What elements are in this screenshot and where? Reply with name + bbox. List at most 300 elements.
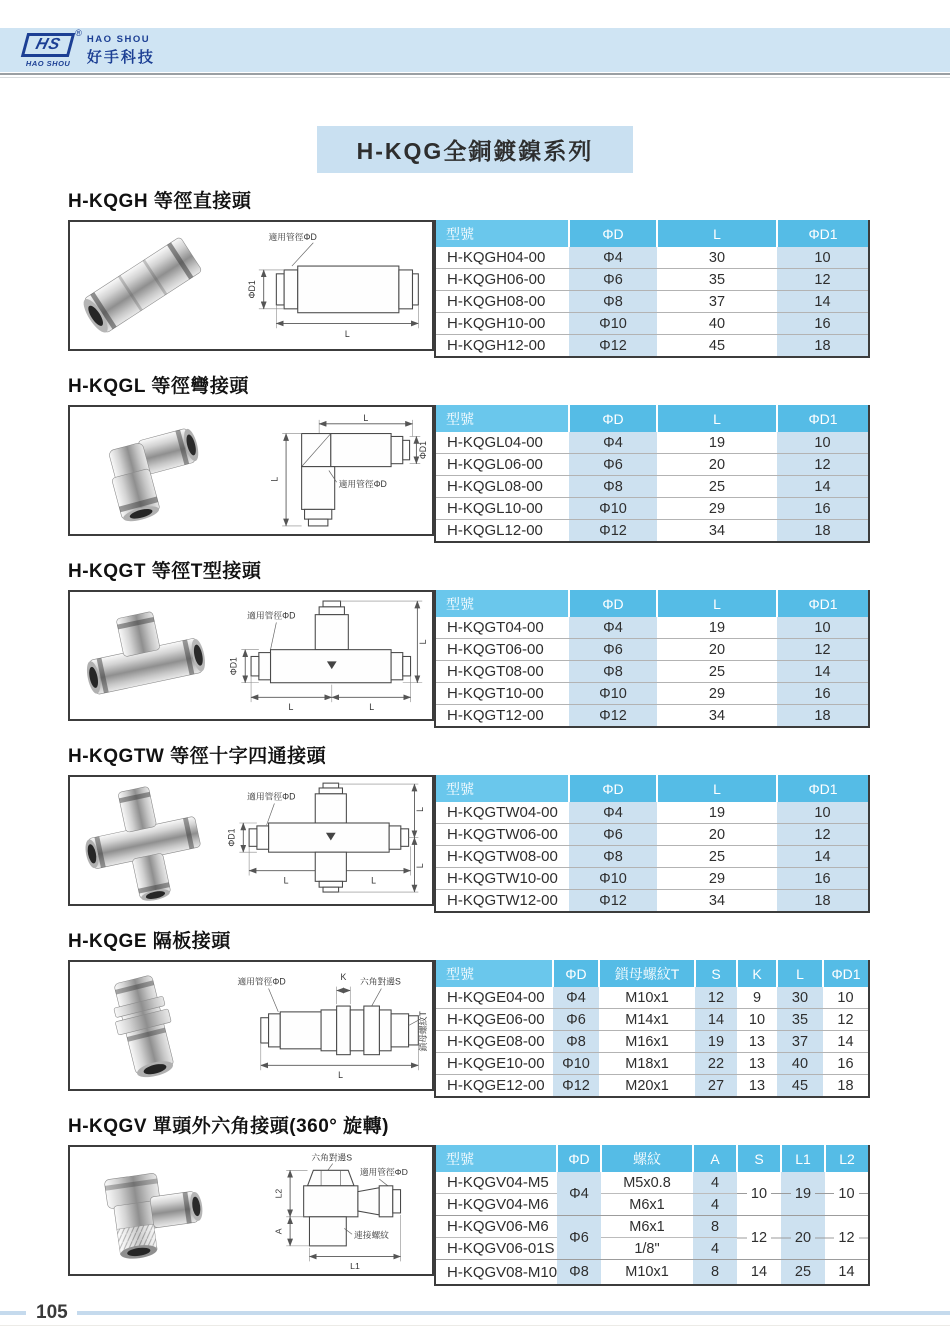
dimension-label: L xyxy=(283,875,289,886)
value-cell: Φ4 xyxy=(553,987,599,1009)
column-header: L xyxy=(777,960,823,987)
value-cell: 18 xyxy=(823,1075,869,1098)
merged-value: 14 xyxy=(750,1264,768,1280)
merged-value: 12 xyxy=(834,1230,858,1246)
product-photo xyxy=(70,412,216,530)
value-cell xyxy=(825,1216,869,1260)
dimension-label: 適用管徑ΦD xyxy=(268,231,317,242)
section-kqge xyxy=(68,926,868,1098)
column-header: 型號 xyxy=(435,405,569,432)
section-heading: H-KQGTW 等徑十字四通接頭 xyxy=(68,746,327,767)
value-cell: Φ6 xyxy=(569,454,657,476)
value-cell: 9 xyxy=(737,987,777,1009)
table-row xyxy=(435,498,869,520)
header-rule xyxy=(0,73,950,78)
value-cell: 29 xyxy=(657,498,777,520)
value-cell: 40 xyxy=(777,1053,823,1075)
value-cell: Φ8 xyxy=(569,846,657,868)
value-cell: 20 xyxy=(657,824,777,846)
dimension-label: ΦD1 xyxy=(226,828,237,847)
value-cell xyxy=(737,1216,781,1260)
column-header: ΦD1 xyxy=(777,220,869,247)
value-cell xyxy=(737,1172,781,1216)
value-cell: M14x1 xyxy=(599,1009,695,1031)
model-cell: H-KQGL10-00 xyxy=(435,498,569,520)
dimension-label: ΦD1 xyxy=(246,280,257,299)
dimension-label: 連接螺紋 xyxy=(354,1229,389,1240)
value-cell: 8 xyxy=(693,1260,737,1286)
dimension-label: 適用管徑ΦD xyxy=(359,1166,408,1177)
column-header: L2 xyxy=(825,1145,869,1172)
model-cell: H-KQGH10-00 xyxy=(435,313,569,335)
model-cell: H-KQGL08-00 xyxy=(435,476,569,498)
model-cell: H-KQGH06-00 xyxy=(435,269,569,291)
figure-box xyxy=(68,405,434,536)
value-cell: 12 xyxy=(695,987,737,1009)
header-row xyxy=(435,1145,869,1172)
value-cell: 14 xyxy=(777,661,869,683)
model-cell: H-KQGTW04-00 xyxy=(435,802,569,824)
dimension-label: K xyxy=(340,971,347,982)
value-cell: Φ12 xyxy=(569,705,657,728)
technical-drawing xyxy=(218,410,430,531)
logo-subtext: HAO SHOU xyxy=(25,58,71,68)
value-cell: 34 xyxy=(657,705,777,728)
value-cell xyxy=(825,1172,869,1216)
value-cell: Φ8 xyxy=(557,1260,601,1286)
value-cell: 29 xyxy=(657,868,777,890)
column-header: S xyxy=(695,960,737,987)
table-row xyxy=(435,1216,869,1238)
value-cell: 19 xyxy=(695,1031,737,1053)
model-cell: H-KQGL04-00 xyxy=(435,432,569,454)
section-heading: H-KQGT 等徑T型接頭 xyxy=(68,561,262,582)
hs-logo-mark xyxy=(24,33,72,68)
merged-value: 19 xyxy=(791,1186,815,1202)
model-cell: H-KQGE10-00 xyxy=(435,1053,553,1075)
title-wrap xyxy=(0,126,950,173)
table-row xyxy=(435,269,869,291)
company-logo xyxy=(24,27,155,68)
model-cell: H-KQGE04-00 xyxy=(435,987,553,1009)
value-cell: 19 xyxy=(657,617,777,639)
column-header: L xyxy=(657,220,777,247)
table-row xyxy=(435,890,869,913)
dimension-label: L xyxy=(371,875,377,886)
model-cell: H-KQGV04-M5 xyxy=(435,1172,557,1194)
table-row xyxy=(435,313,869,335)
model-cell: H-KQGE12-00 xyxy=(435,1075,553,1098)
column-header: ΦD xyxy=(569,775,657,802)
dimension-label: ΦD1 xyxy=(418,440,429,460)
value-cell: 16 xyxy=(777,498,869,520)
value-cell: 16 xyxy=(823,1053,869,1075)
model-cell: H-KQGH04-00 xyxy=(435,247,569,269)
value-cell: Φ12 xyxy=(569,890,657,913)
value-cell: Φ8 xyxy=(569,661,657,683)
value-cell: 16 xyxy=(777,868,869,890)
value-cell: 4 xyxy=(693,1238,737,1260)
product-photo xyxy=(70,1152,216,1270)
value-cell: 12 xyxy=(777,454,869,476)
value-cell: 10 xyxy=(777,802,869,824)
model-cell: H-KQGL12-00 xyxy=(435,520,569,543)
value-cell: Φ4 xyxy=(569,617,657,639)
value-cell: M16x1 xyxy=(599,1031,695,1053)
registered-mark: ® xyxy=(75,27,82,38)
column-header: L xyxy=(657,405,777,432)
table-row xyxy=(435,1053,869,1075)
value-cell: M6x1 xyxy=(601,1194,693,1216)
column-header: 螺紋 xyxy=(601,1145,693,1172)
spec-table xyxy=(434,775,870,913)
figure-box xyxy=(68,775,434,906)
value-cell: Φ4 xyxy=(569,802,657,824)
merged-value: 25 xyxy=(794,1264,812,1280)
model-cell: H-KQGE08-00 xyxy=(435,1031,553,1053)
value-cell: 13 xyxy=(737,1031,777,1053)
value-cell xyxy=(781,1260,825,1286)
column-header: 型號 xyxy=(435,1145,557,1172)
table-row xyxy=(435,868,869,890)
column-header: L xyxy=(657,590,777,617)
column-header: ΦD xyxy=(569,590,657,617)
value-cell: 13 xyxy=(737,1053,777,1075)
column-header: ΦD1 xyxy=(777,590,869,617)
model-cell: H-KQGT10-00 xyxy=(435,683,569,705)
column-header: 型號 xyxy=(435,590,569,617)
value-cell: 19 xyxy=(657,802,777,824)
value-cell: 30 xyxy=(777,987,823,1009)
value-cell: Φ10 xyxy=(569,498,657,520)
model-cell: H-KQGH12-00 xyxy=(435,335,569,358)
value-cell: 18 xyxy=(777,335,869,358)
value-cell: Φ8 xyxy=(569,476,657,498)
brand-bar xyxy=(0,28,950,72)
page-bottom-edge xyxy=(0,1325,950,1326)
value-cell: 1/8" xyxy=(601,1238,693,1260)
section-kqgv xyxy=(68,1111,868,1286)
value-cell: 45 xyxy=(657,335,777,358)
footer-line-left xyxy=(0,1311,26,1315)
table-row xyxy=(435,705,869,728)
value-cell: 45 xyxy=(777,1075,823,1098)
value-cell: 35 xyxy=(777,1009,823,1031)
footer-line-right xyxy=(77,1311,950,1315)
column-header: A xyxy=(693,1145,737,1172)
merged-value: 10 xyxy=(834,1186,858,1202)
value-cell: Φ6 xyxy=(569,639,657,661)
model-cell: H-KQGL06-00 xyxy=(435,454,569,476)
product-photo xyxy=(70,227,216,345)
column-header: 型號 xyxy=(435,220,569,247)
value-cell: M5x0.8 xyxy=(601,1172,693,1194)
figure-box xyxy=(68,1145,434,1276)
dimension-label: 適用管徑ΦD xyxy=(247,610,296,621)
table-row xyxy=(435,335,869,358)
column-header: 鎖母螺紋T xyxy=(599,960,695,987)
model-cell: H-KQGTW06-00 xyxy=(435,824,569,846)
value-cell: 34 xyxy=(657,890,777,913)
section-kqgt xyxy=(68,556,868,728)
page-number: 105 xyxy=(36,1302,68,1323)
header-row xyxy=(435,960,869,987)
brand-name-en: HAO SHOU xyxy=(86,33,151,45)
spec-table xyxy=(434,1145,870,1286)
dimension-label: L2 xyxy=(273,1188,284,1198)
content xyxy=(0,186,868,1286)
model-cell: H-KQGTW12-00 xyxy=(435,890,569,913)
model-cell: H-KQGT08-00 xyxy=(435,661,569,683)
value-cell: Φ8 xyxy=(569,291,657,313)
header-row xyxy=(435,590,869,617)
technical-drawing xyxy=(218,1149,430,1273)
value-cell: M20x1 xyxy=(599,1075,695,1098)
dimension-label: L xyxy=(344,329,350,340)
value-cell: 12 xyxy=(777,639,869,661)
value-cell: 37 xyxy=(657,291,777,313)
dimension-label: 適用管徑ΦD xyxy=(247,791,296,802)
value-cell: 16 xyxy=(777,313,869,335)
value-cell: 20 xyxy=(657,454,777,476)
value-cell: 16 xyxy=(777,683,869,705)
value-cell: Φ4 xyxy=(557,1172,601,1216)
spec-table xyxy=(434,960,870,1098)
value-cell xyxy=(737,1260,781,1286)
column-header: S xyxy=(737,1145,781,1172)
dimension-label: L1 xyxy=(350,1260,360,1271)
value-cell: Φ4 xyxy=(569,432,657,454)
section-heading: H-KQGE 隔板接頭 xyxy=(68,931,231,952)
column-header: K xyxy=(737,960,777,987)
value-cell: 10 xyxy=(737,1009,777,1031)
section-heading: H-KQGV 單頭外六角接頭(360° 旋轉) xyxy=(68,1116,390,1137)
table-row xyxy=(435,432,869,454)
value-cell: Φ12 xyxy=(569,335,657,358)
value-cell: Φ10 xyxy=(553,1053,599,1075)
table-row xyxy=(435,454,869,476)
value-cell: M10x1 xyxy=(599,987,695,1009)
value-cell: 25 xyxy=(657,661,777,683)
dimension-label: 適用管徑ΦD xyxy=(338,479,387,490)
value-cell: 35 xyxy=(657,269,777,291)
page-title: H-KQG全銅鍍鎳系列 xyxy=(317,126,634,173)
model-cell: H-KQGV06-01S xyxy=(435,1238,557,1260)
column-header: L1 xyxy=(781,1145,825,1172)
value-cell: 12 xyxy=(777,269,869,291)
table-row xyxy=(435,476,869,498)
model-cell: H-KQGT12-00 xyxy=(435,705,569,728)
table-row xyxy=(435,520,869,543)
value-cell: 14 xyxy=(823,1031,869,1053)
value-cell: 12 xyxy=(823,1009,869,1031)
value-cell: M10x1 xyxy=(601,1260,693,1286)
table-row xyxy=(435,1172,869,1194)
value-cell: 25 xyxy=(657,846,777,868)
model-cell: H-KQGV08-M10 xyxy=(435,1260,557,1286)
figure-box xyxy=(68,960,434,1091)
column-header: L xyxy=(657,775,777,802)
value-cell: 13 xyxy=(737,1075,777,1098)
value-cell: 8 xyxy=(693,1216,737,1238)
table-row xyxy=(435,291,869,313)
dimension-label: L xyxy=(369,701,375,712)
value-cell: 20 xyxy=(657,639,777,661)
table-row xyxy=(435,824,869,846)
value-cell: 19 xyxy=(657,432,777,454)
table-row xyxy=(435,802,869,824)
value-cell: Φ6 xyxy=(557,1216,601,1260)
value-cell: 14 xyxy=(777,476,869,498)
column-header: ΦD1 xyxy=(777,775,869,802)
value-cell: 10 xyxy=(777,432,869,454)
logo-text: HS xyxy=(33,35,63,53)
merged-value: 14 xyxy=(838,1264,855,1280)
table-row xyxy=(435,1031,869,1053)
section-kqgh xyxy=(68,186,868,358)
value-cell: Φ10 xyxy=(569,683,657,705)
section-heading: H-KQGH 等徑直接頭 xyxy=(68,191,252,212)
technical-drawing xyxy=(218,780,430,901)
table-row xyxy=(435,617,869,639)
value-cell: Φ6 xyxy=(553,1009,599,1031)
value-cell: 12 xyxy=(777,824,869,846)
value-cell: 29 xyxy=(657,683,777,705)
value-cell: Φ10 xyxy=(569,313,657,335)
hs-logo-box xyxy=(21,33,76,57)
value-cell: 4 xyxy=(693,1172,737,1194)
model-cell: H-KQGT06-00 xyxy=(435,639,569,661)
column-header: ΦD xyxy=(569,405,657,432)
column-header: ΦD xyxy=(569,220,657,247)
product-photo xyxy=(70,779,216,903)
dimension-label: L xyxy=(338,1070,343,1081)
value-cell: 34 xyxy=(657,520,777,543)
value-cell: 18 xyxy=(777,890,869,913)
column-header: ΦD xyxy=(553,960,599,987)
column-header: ΦD1 xyxy=(823,960,869,987)
model-cell: H-KQGH08-00 xyxy=(435,291,569,313)
catalog-page xyxy=(0,28,950,1328)
value-cell: 14 xyxy=(777,846,869,868)
section-kqgtw xyxy=(68,741,868,913)
figure-box xyxy=(68,590,434,721)
dimension-label: 適用管徑ΦD xyxy=(237,976,286,987)
dimension-label: L xyxy=(415,806,426,812)
merged-value: 10 xyxy=(747,1186,771,1202)
brand-names xyxy=(87,34,155,67)
value-cell: Φ6 xyxy=(569,824,657,846)
table-row xyxy=(435,1009,869,1031)
dimension-label: L xyxy=(363,412,369,423)
column-header: ΦD1 xyxy=(777,405,869,432)
spec-table xyxy=(434,590,870,728)
value-cell: 30 xyxy=(657,247,777,269)
value-cell: 37 xyxy=(777,1031,823,1053)
model-cell: H-KQGT04-00 xyxy=(435,617,569,639)
value-cell: 14 xyxy=(777,291,869,313)
header-row xyxy=(435,775,869,802)
technical-drawing xyxy=(218,225,430,346)
value-cell: Φ10 xyxy=(569,868,657,890)
value-cell xyxy=(781,1172,825,1216)
model-cell: H-KQGV04-M6 xyxy=(435,1194,557,1216)
value-cell: Φ12 xyxy=(553,1075,599,1098)
product-photo xyxy=(70,967,216,1085)
model-cell: H-KQGV06-M6 xyxy=(435,1216,557,1238)
dimension-label: 六角對邊S xyxy=(311,1152,353,1163)
dimension-label: L xyxy=(288,701,294,712)
dimension-label: ΦD1 xyxy=(228,657,239,676)
header-row xyxy=(435,220,869,247)
column-header: 型號 xyxy=(435,960,553,987)
dimension-label: L xyxy=(415,863,426,869)
column-header: 型號 xyxy=(435,775,569,802)
value-cell: 10 xyxy=(777,247,869,269)
dimension-label: L xyxy=(418,639,429,645)
merged-value: 12 xyxy=(747,1230,771,1246)
table-row xyxy=(435,247,869,269)
value-cell: 25 xyxy=(657,476,777,498)
table-row xyxy=(435,1260,869,1286)
figure-box xyxy=(68,220,434,351)
value-cell: M6x1 xyxy=(601,1216,693,1238)
model-cell: H-KQGTW10-00 xyxy=(435,868,569,890)
section-heading: H-KQGL 等徑彎接頭 xyxy=(68,376,249,397)
value-cell: 18 xyxy=(777,520,869,543)
header-row xyxy=(435,405,869,432)
spec-table xyxy=(434,405,870,543)
value-cell: 27 xyxy=(695,1075,737,1098)
table-row xyxy=(435,987,869,1009)
merged-value: 20 xyxy=(791,1230,815,1246)
value-cell: 10 xyxy=(777,617,869,639)
table-row xyxy=(435,661,869,683)
technical-drawing xyxy=(218,965,430,1086)
value-cell: Φ12 xyxy=(569,520,657,543)
value-cell: Φ6 xyxy=(569,269,657,291)
dimension-label: A xyxy=(273,1227,284,1234)
value-cell: Φ4 xyxy=(569,247,657,269)
section-kqgl xyxy=(68,371,868,543)
table-row xyxy=(435,683,869,705)
brand-name-zh: 好手科技 xyxy=(86,48,155,66)
value-cell: M18x1 xyxy=(599,1053,695,1075)
value-cell xyxy=(825,1260,869,1286)
spec-table xyxy=(434,220,870,358)
value-cell: 22 xyxy=(695,1053,737,1075)
value-cell: 18 xyxy=(777,705,869,728)
model-cell: H-KQGE06-00 xyxy=(435,1009,553,1031)
table-row xyxy=(435,1075,869,1098)
value-cell: Φ8 xyxy=(553,1031,599,1053)
table-row xyxy=(435,639,869,661)
value-cell: 14 xyxy=(695,1009,737,1031)
value-cell: 4 xyxy=(693,1194,737,1216)
product-photo xyxy=(70,597,216,715)
value-cell xyxy=(781,1216,825,1260)
model-cell: H-KQGTW08-00 xyxy=(435,846,569,868)
table-row xyxy=(435,846,869,868)
dimension-label: 鎖母螺紋T xyxy=(418,1011,429,1052)
column-header: ΦD xyxy=(557,1145,601,1172)
technical-drawing xyxy=(218,595,430,716)
value-cell: 40 xyxy=(657,313,777,335)
value-cell: 10 xyxy=(823,987,869,1009)
dimension-label: 六角對邊S xyxy=(359,976,401,987)
dimension-label: L xyxy=(269,476,280,482)
page-footer xyxy=(0,1302,950,1324)
